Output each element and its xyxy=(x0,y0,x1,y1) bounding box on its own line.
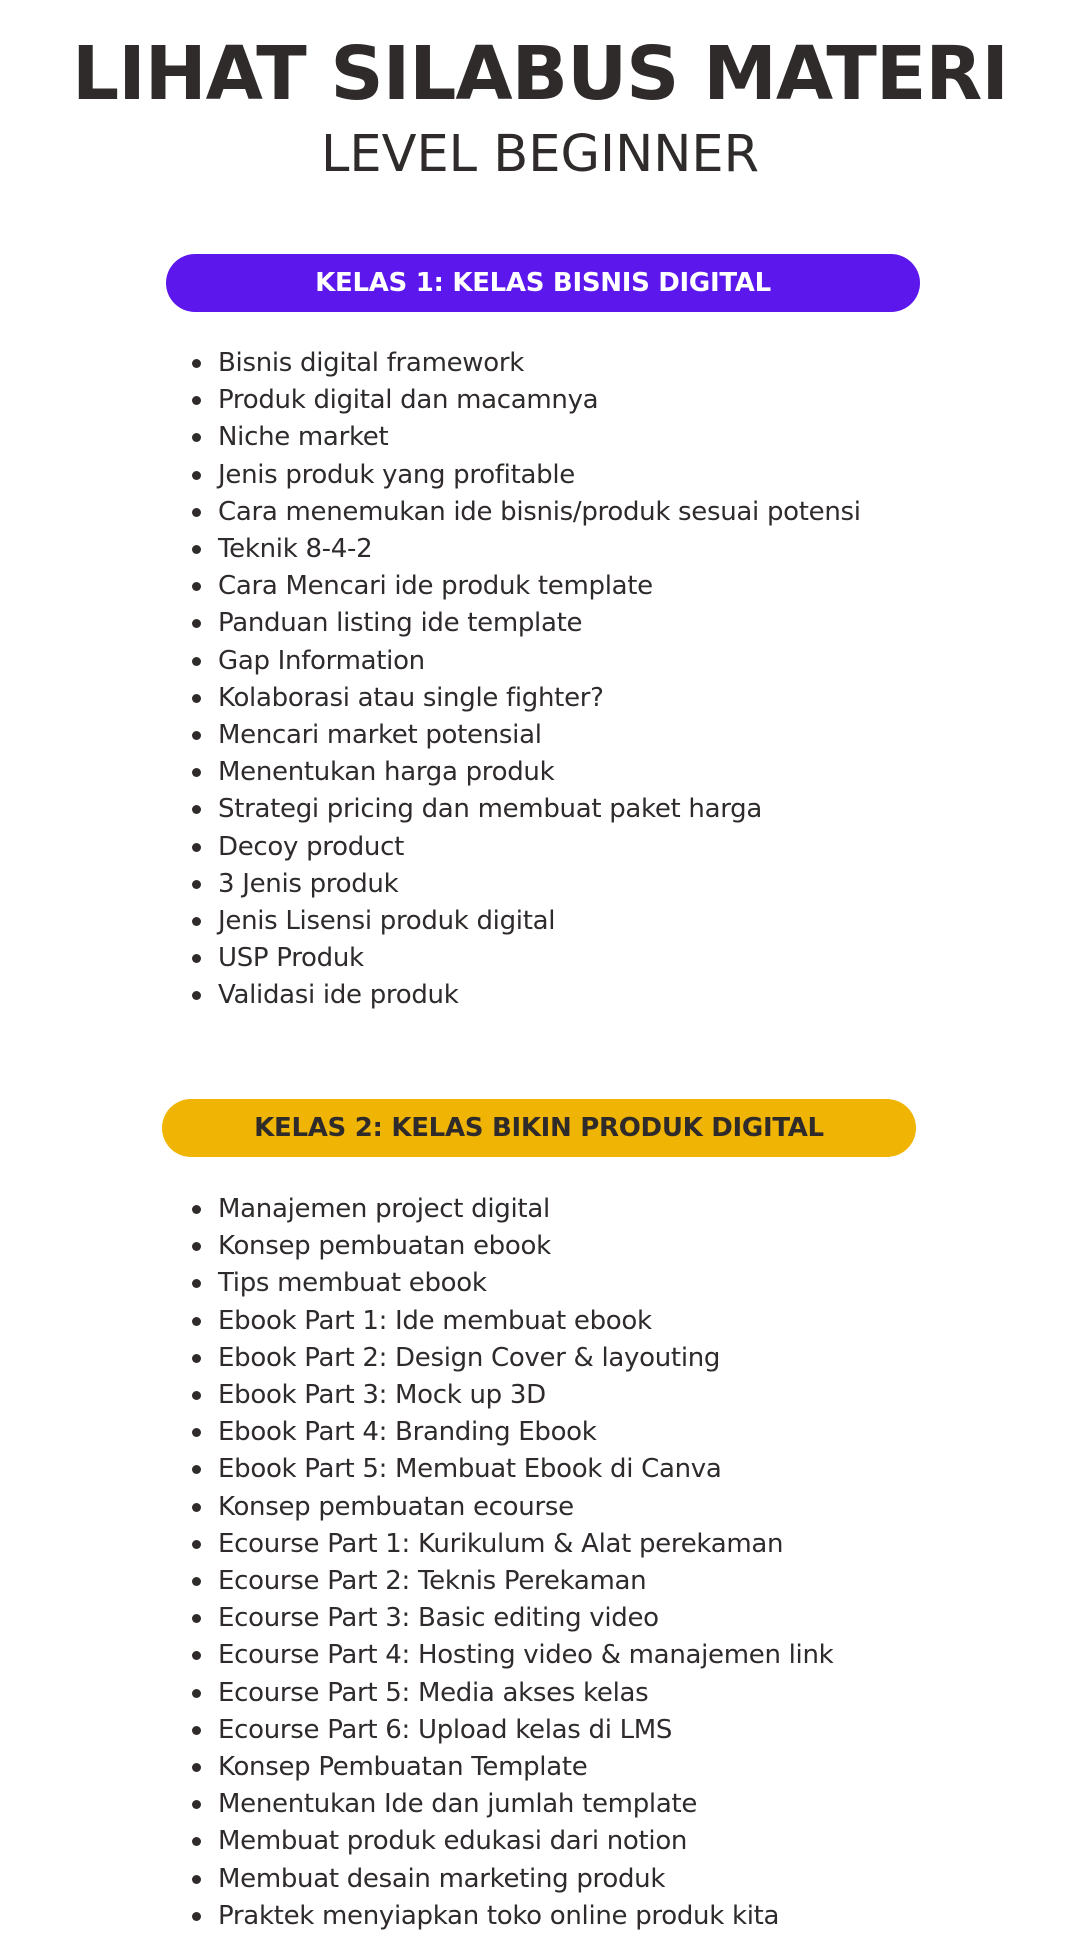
syllabus-list-item xyxy=(218,382,918,419)
syllabus-list-item xyxy=(218,1526,918,1563)
syllabus-list-item xyxy=(218,1414,918,1451)
syllabus-list-item xyxy=(218,754,918,791)
syllabus-item-text: Produk digital dan macamnya xyxy=(218,385,599,416)
syllabus-list-item xyxy=(218,1749,918,1786)
syllabus-item-text: Ebook Part 4: Branding Ebook xyxy=(218,1417,597,1448)
syllabus-list-item xyxy=(218,1340,918,1377)
bullet-icon xyxy=(192,805,201,814)
syllabus-item-text: Praktek menyiapkan toko online produk kita xyxy=(218,1900,780,1931)
syllabus-list-item xyxy=(218,1786,918,1823)
syllabus-list-item xyxy=(218,419,918,456)
syllabus-list-item xyxy=(218,345,918,382)
syllabus-list-item xyxy=(218,866,918,903)
syllabus-list-item xyxy=(218,1898,918,1935)
syllabus-item-text: Membuat produk edukasi dari notion xyxy=(218,1826,688,1857)
bullet-icon xyxy=(192,582,201,591)
syllabus-item-text: Cara menemukan ide bisnis/produk sesuai potensi xyxy=(218,496,861,527)
syllabus-item-text: Konsep pembuatan ebook xyxy=(218,1231,551,1262)
syllabus-list-item xyxy=(218,643,918,680)
syllabus-list-item xyxy=(218,977,918,1014)
syllabus-item-text: Konsep Pembuatan Template xyxy=(218,1752,588,1783)
bullet-icon xyxy=(192,545,201,554)
syllabus-item-text: Kolaborasi atau single fighter? xyxy=(218,682,604,713)
syllabus-item-text: 3 Jenis produk xyxy=(218,868,399,899)
bullet-icon xyxy=(192,433,201,442)
bullet-icon xyxy=(192,917,201,926)
syllabus-list-item xyxy=(218,1228,918,1265)
syllabus-item-text: Ecourse Part 2: Teknis Perekaman xyxy=(218,1566,647,1597)
syllabus-list-item xyxy=(218,1303,918,1340)
bullet-icon xyxy=(192,1205,201,1214)
syllabus-item-text: Tips membuat ebook xyxy=(218,1268,487,1299)
syllabus-item-text: Membuat desain marketing produk xyxy=(218,1863,666,1894)
bullet-icon xyxy=(192,1391,201,1400)
syllabus-list-item xyxy=(218,903,918,940)
syllabus-list-item xyxy=(218,531,918,568)
bullet-icon xyxy=(192,1428,201,1437)
page-title: LIHAT SILABUS MATERI xyxy=(72,31,1008,117)
bullet-icon xyxy=(192,768,201,777)
bullet-icon xyxy=(192,1726,201,1735)
syllabus-list-item xyxy=(218,1377,918,1414)
syllabus-item-text: Gap Information xyxy=(218,645,425,676)
syllabus-item-text: Bisnis digital framework xyxy=(218,348,525,378)
syllabus-item-text: Manajemen project digital xyxy=(218,1194,550,1224)
syllabus-list-item xyxy=(218,680,918,717)
bullet-icon xyxy=(192,1800,201,1809)
class-1-header: KELAS 1: KELAS BISNIS DIGITAL xyxy=(166,254,920,312)
syllabus-list-item xyxy=(218,717,918,754)
bullet-icon xyxy=(192,471,201,480)
syllabus-item-text: Ebook Part 2: Design Cover & layouting xyxy=(218,1342,721,1373)
bullet-icon xyxy=(192,396,201,405)
syllabus-list-item xyxy=(218,1265,918,1302)
bullet-icon xyxy=(192,1503,201,1512)
bullet-icon xyxy=(192,694,201,703)
bullet-icon xyxy=(192,508,201,517)
syllabus-list-item xyxy=(218,1861,918,1898)
syllabus-list-item xyxy=(218,940,918,977)
syllabus-item-text: Ecourse Part 1: Kurikulum & Alat perekaman xyxy=(218,1528,784,1559)
syllabus-list-item xyxy=(218,494,918,531)
syllabus-list-item xyxy=(218,457,918,494)
syllabus-list-item xyxy=(218,1637,918,1674)
bullet-icon xyxy=(192,843,201,852)
syllabus-item-text: Menentukan Ide dan jumlah template xyxy=(218,1789,698,1820)
bullet-icon xyxy=(192,1317,201,1326)
syllabus-item-text: Panduan listing ide template xyxy=(218,608,583,639)
class-2-header: KELAS 2: KELAS BIKIN PRODUK DIGITAL xyxy=(162,1099,916,1157)
syllabus-list-item xyxy=(218,1191,918,1228)
bullet-icon xyxy=(192,1763,201,1772)
bullet-icon xyxy=(192,1875,201,1884)
bullet-icon xyxy=(192,1465,201,1474)
bullet-icon xyxy=(192,1279,201,1288)
syllabus-item-text: Ecourse Part 3: Basic editing video xyxy=(218,1603,659,1634)
syllabus-item-text: Teknik 8-4-2 xyxy=(218,534,373,565)
bullet-icon xyxy=(192,954,201,963)
syllabus-list-item xyxy=(218,568,918,605)
syllabus-item-text: Konsep pembuatan ecourse xyxy=(218,1491,574,1522)
syllabus-list-item xyxy=(218,1823,918,1860)
syllabus-list-item xyxy=(218,791,918,828)
syllabus-item-text: Validasi ide produk xyxy=(218,980,459,1011)
bullet-icon xyxy=(192,1614,201,1623)
syllabus-item-text: USP Produk xyxy=(218,943,364,974)
bullet-icon xyxy=(192,619,201,628)
bullet-icon xyxy=(192,1651,201,1660)
syllabus-item-text: Jenis Lisensi produk digital xyxy=(218,906,556,937)
syllabus-item-text: Jenis produk yang profitable xyxy=(218,459,575,490)
syllabus-item-text: Ebook Part 1: Ide membuat ebook xyxy=(218,1305,652,1336)
bullet-icon xyxy=(192,731,201,740)
syllabus-item-text: Niche market xyxy=(218,422,389,453)
syllabus-item-text: Ebook Part 5: Membuat Ebook di Canva xyxy=(218,1454,722,1485)
bullet-icon xyxy=(192,1837,201,1846)
syllabus-item-text: Ebook Part 3: Mock up 3D xyxy=(218,1380,546,1411)
syllabus-item-text: Cara Mencari ide produk template xyxy=(218,571,653,602)
bullet-icon xyxy=(192,1577,201,1586)
bullet-icon xyxy=(192,1242,201,1251)
class-1-syllabus-list xyxy=(218,345,918,1015)
syllabus-list-item xyxy=(218,1489,918,1526)
class-2-syllabus-list xyxy=(218,1191,918,1935)
bullet-icon xyxy=(192,1540,201,1549)
syllabus-item-text: Strategi pricing dan membuat paket harga xyxy=(218,794,762,825)
syllabus-list-item xyxy=(218,1600,918,1637)
syllabus-list-item xyxy=(218,1563,918,1600)
syllabus-list-item xyxy=(218,1451,918,1488)
syllabus-item-text: Ecourse Part 5: Media akses kelas xyxy=(218,1677,649,1708)
syllabus-list-item xyxy=(218,605,918,642)
syllabus-list-item xyxy=(218,829,918,866)
bullet-icon xyxy=(192,359,201,368)
syllabus-item-text: Ecourse Part 6: Upload kelas di LMS xyxy=(218,1714,673,1745)
bullet-icon xyxy=(192,991,201,1000)
bullet-icon xyxy=(192,1689,201,1698)
syllabus-list-item xyxy=(218,1712,918,1749)
syllabus-item-text: Mencari market potensial xyxy=(218,720,542,751)
syllabus-list-item xyxy=(218,1675,918,1712)
bullet-icon xyxy=(192,657,201,666)
bullet-icon xyxy=(192,880,201,889)
page-subtitle: LEVEL BEGINNER xyxy=(320,125,760,184)
syllabus-item-text: Decoy product xyxy=(218,831,404,862)
bullet-icon xyxy=(192,1354,201,1363)
syllabus-item-text: Ecourse Part 4: Hosting video & manajemen link xyxy=(218,1640,834,1671)
syllabus-item-text: Menentukan harga produk xyxy=(218,757,555,788)
